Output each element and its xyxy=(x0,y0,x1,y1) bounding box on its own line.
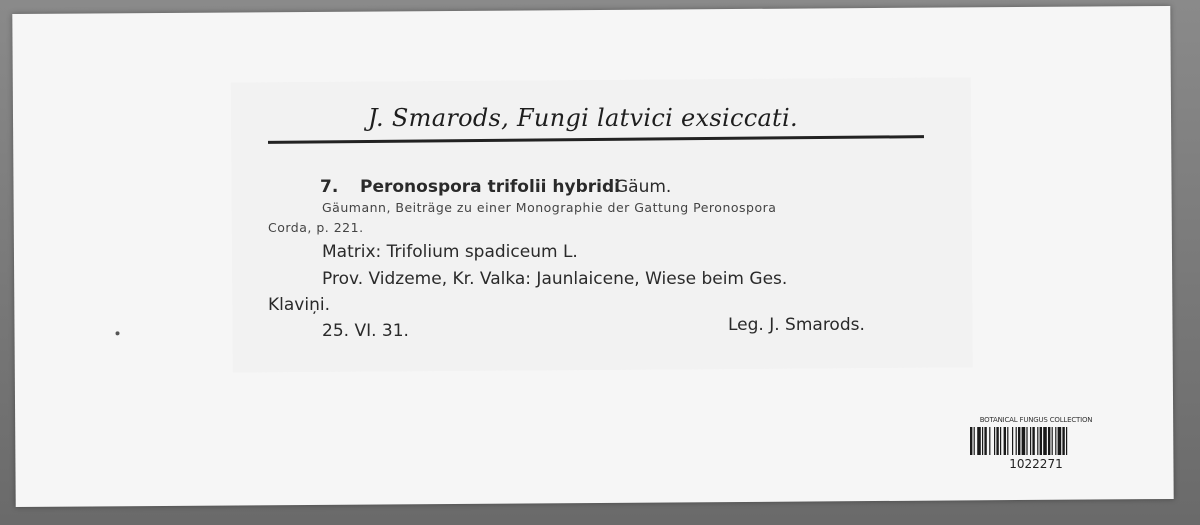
provenance-line-1: Prov. Vidzeme, Kr. Valka: Jaunlaicene, Wiese beim Ges. xyxy=(322,269,788,289)
collection-date: 25. VI. 31. xyxy=(322,321,409,341)
barcode-icon xyxy=(970,427,1102,455)
barcode-header: BOTANICAL FUNGUS COLLECTION xyxy=(979,416,1093,424)
barcode-label xyxy=(966,416,1106,476)
collector-line: Leg. J. Smarods. xyxy=(728,315,865,335)
reference-line-1: Gäumann, Beiträge zu einer Monographie der Gattung Peronospora xyxy=(322,200,777,215)
provenance-line-2: Klaviņi. xyxy=(268,295,330,315)
species-name: Peronospora trifolii hybridi xyxy=(360,177,620,197)
barcode-number: 1022271 xyxy=(1009,457,1063,471)
species-author: Gäum. xyxy=(615,177,672,197)
specimen-number: 7. xyxy=(320,177,339,197)
matrix-line: Matrix: Trifolium spadiceum L. xyxy=(322,242,578,262)
collection-title: J. Smarods, Fungi latvici exsiccati. xyxy=(368,104,798,132)
reference-line-2: Corda, p. 221. xyxy=(268,220,364,235)
speck-mark xyxy=(116,331,120,335)
